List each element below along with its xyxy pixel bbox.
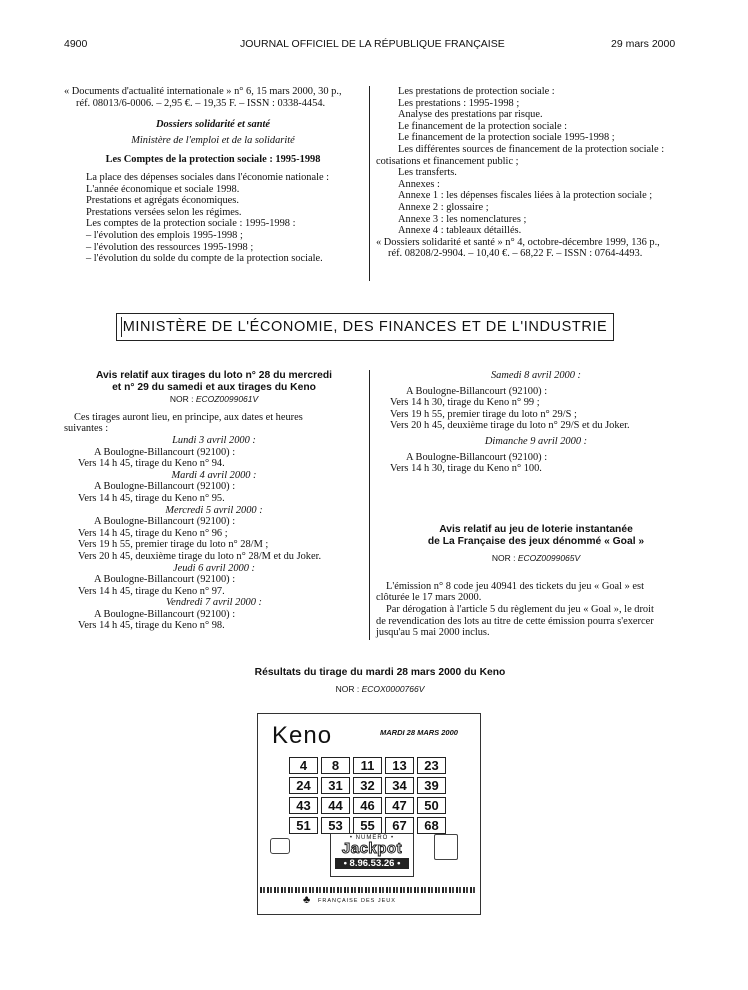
keno-number-cell: 46 bbox=[353, 797, 382, 814]
day-place: A Boulogne-Billancourt (92100) : bbox=[406, 451, 548, 463]
keno-number-cell: 4 bbox=[289, 757, 318, 774]
text-line: – l'évolution du solde du compte de la protection sociale. bbox=[86, 253, 323, 265]
draw-line: Vers 20 h 45, deuxième tirage du loto n° 29/S et du Joker. bbox=[390, 420, 630, 432]
day-date: Mercredi 5 avril 2000 : bbox=[165, 504, 263, 516]
text-line: Annexe 3 : les nomenclatures ; bbox=[398, 213, 527, 225]
keno-number-cell: 34 bbox=[385, 777, 414, 794]
nor-reference bbox=[64, 684, 696, 694]
text-line: Les transferts. bbox=[398, 167, 457, 179]
loto-notice bbox=[64, 370, 364, 632]
day-place: A Boulogne-Billancourt (92100) : bbox=[94, 481, 236, 493]
loto-notice-continued bbox=[376, 370, 696, 475]
day-place: A Boulogne-Billancourt (92100) : bbox=[406, 385, 548, 397]
keno-results-title: Résultats du tirage du mardi 28 mars 2000 du Keno bbox=[254, 667, 506, 678]
top-left-column bbox=[64, 86, 362, 265]
jackpot-word: Jackpot bbox=[341, 840, 403, 857]
keno-results-box bbox=[257, 713, 481, 915]
draw-line: Vers 14 h 45, tirage du Keno n° 98. bbox=[78, 620, 225, 632]
jackpot-panel bbox=[330, 833, 414, 877]
ministry-title: MINISTÈRE DE L'ÉCONOMIE, DES FINANCES ET DE L'INDUSTRIE bbox=[122, 319, 608, 335]
day-place: A Boulogne-Billancourt (92100) : bbox=[94, 516, 236, 528]
keno-number-grid bbox=[289, 757, 446, 834]
text-line: Les prestations : 1995-1998 ; bbox=[398, 97, 520, 109]
nor-code: ECOZ0099061V bbox=[195, 394, 259, 405]
day-date: Vendredi 7 avril 2000 : bbox=[165, 597, 262, 609]
reference-line: « Dossiers solidarité et santé » n° 4, octobre-décembre 1999, 136 p., bbox=[376, 236, 660, 248]
draw-line: Vers 14 h 45, tirage du Keno n° 95. bbox=[78, 492, 225, 504]
jackpot-amount: • 8.96.53.26 • bbox=[335, 858, 409, 869]
page-number: 4900 bbox=[64, 38, 88, 50]
ministry-banner bbox=[116, 313, 614, 341]
keno-number-cell: 53 bbox=[321, 817, 350, 834]
comptes-title: Les Comptes de la protection sociale : 1995-1998 bbox=[105, 154, 321, 166]
day-date: Jeudi 6 avril 2000 : bbox=[173, 562, 255, 574]
jackpot-label: • NUMERO • bbox=[349, 835, 395, 841]
draw-line: Vers 19 h 55, premier tirage du loto n° 29/S ; bbox=[390, 408, 577, 420]
day-date: Samedi 8 avril 2000 : bbox=[490, 370, 582, 381]
clover-icon: ♣ bbox=[303, 894, 311, 906]
keno-number-cell: 31 bbox=[321, 777, 350, 794]
intro-line: Ces tirages auront lieu, en principe, aux dates et heures bbox=[74, 411, 303, 423]
nor-code: ECOZ0099065V bbox=[517, 553, 581, 564]
keno-number-cell: 11 bbox=[353, 757, 382, 774]
keno-number-cell: 24 bbox=[289, 777, 318, 794]
text-line: Les comptes de la protection sociale : 1995-1998 : bbox=[86, 218, 296, 230]
reference-line: « Documents d'actualité internationale » n° 6, 15 mars 2000, 30 p., bbox=[64, 86, 342, 97]
reference-line: réf. 08013/6-0006. – 2,95 €. – 19,35 F. – ISSN : 0338-4454. bbox=[76, 97, 326, 109]
keno-number-cell: 47 bbox=[385, 797, 414, 814]
text-line: Annexes : bbox=[398, 178, 440, 190]
top-right-column bbox=[376, 86, 696, 260]
draw-line: Vers 14 h 30, tirage du Keno n° 100. bbox=[390, 463, 542, 475]
dossiers-title: Dossiers solidarité et santé bbox=[155, 119, 270, 131]
keno-number-cell: 68 bbox=[417, 817, 446, 834]
text-line: – l'évolution des ressources 1995-1998 ; bbox=[86, 241, 254, 253]
text-line: cotisations et financement public ; bbox=[376, 155, 519, 167]
day-place: A Boulogne-Billancourt (92100) : bbox=[94, 446, 236, 458]
column-divider bbox=[369, 86, 370, 281]
paragraph-line: L'émission n° 8 code jeu 40941 des tickets du jeu « Goal » est bbox=[386, 580, 644, 592]
text-line: Annexe 4 : tableaux détaillés. bbox=[398, 225, 522, 237]
keno-number-cell: 13 bbox=[385, 757, 414, 774]
nor-code: ECOX0000766V bbox=[361, 684, 425, 694]
notice-title: de La Française des jeux dénommé « Goal » bbox=[427, 535, 645, 547]
column-divider bbox=[369, 370, 370, 640]
text-line: Le financement de la protection sociale 1995-1998 ; bbox=[398, 132, 615, 144]
draw-line: Vers 19 h 55, premier tirage du loto n° 28/M ; bbox=[78, 539, 269, 551]
draw-line: Vers 20 h 45, deuxième tirage du loto n° 28/M et du Joker. bbox=[78, 550, 322, 562]
paragraph-line: de revendication des lots au titre de cette émission pourra s'exercer bbox=[376, 615, 654, 627]
text-line: Prestations et agrégats économiques. bbox=[86, 195, 239, 207]
day-place: A Boulogne-Billancourt (92100) : bbox=[94, 574, 236, 586]
nor-label: NOR : bbox=[335, 684, 360, 694]
paragraph-line: clôturée le 17 mars 2000. bbox=[376, 592, 482, 604]
ministere-line: Ministère de l'emploi et de la solidarité bbox=[131, 134, 295, 146]
day-date: Mardi 4 avril 2000 : bbox=[171, 469, 257, 481]
text-line: Les prestations de protection sociale : bbox=[398, 86, 555, 97]
draw-line: Vers 14 h 45, tirage du Keno n° 97. bbox=[78, 585, 225, 597]
keno-number-cell: 55 bbox=[353, 817, 382, 834]
notice-title: Avis relatif au jeu de loterie instantanée bbox=[439, 524, 633, 535]
text-line: L'année économique et sociale 1998. bbox=[86, 183, 240, 195]
draw-line: Vers 14 h 45, tirage du Keno n° 94. bbox=[78, 458, 225, 470]
text-line: Annexe 2 : glossaire ; bbox=[398, 201, 489, 213]
day-place: A Boulogne-Billancourt (92100) : bbox=[94, 608, 236, 620]
keno-logo: Keno bbox=[272, 722, 333, 749]
paragraph-line: jusqu'au 5 mai 2000 inclus. bbox=[376, 627, 490, 639]
text-line: La place des dépenses sociales dans l'économie nationale : bbox=[86, 171, 330, 183]
footer-band bbox=[260, 887, 476, 893]
journal-title: JOURNAL OFFICIEL DE LA RÉPUBLIQUE FRANÇAISE bbox=[240, 38, 505, 50]
keno-number-cell: 44 bbox=[321, 797, 350, 814]
keno-number-cell: 32 bbox=[353, 777, 382, 794]
day-date: Dimanche 9 avril 2000 : bbox=[484, 435, 588, 447]
nor-reference bbox=[376, 553, 696, 565]
text-line: Analyse des prestations par risque. bbox=[398, 109, 543, 121]
header-date: 29 mars 2000 bbox=[611, 38, 676, 50]
intro-line: suivantes : bbox=[64, 423, 109, 435]
minitel-icon bbox=[434, 834, 458, 860]
keno-number-cell: 51 bbox=[289, 817, 318, 834]
text-line: – l'évolution des emplois 1995-1998 ; bbox=[86, 229, 243, 241]
draw-line: Vers 14 h 30, tirage du Keno n° 99 ; bbox=[390, 397, 540, 409]
banner-rule bbox=[121, 317, 122, 337]
text-line: Les différentes sources de financement de la protection sociale : bbox=[398, 143, 665, 155]
keno-number-cell: 39 bbox=[417, 777, 446, 794]
nor-reference bbox=[64, 394, 364, 406]
footer-brand: FRANÇAISE DES JEUX bbox=[318, 898, 396, 904]
keno-number-cell: 8 bbox=[321, 757, 350, 774]
text-line: Le financement de la protection sociale : bbox=[398, 120, 568, 132]
phone-icon bbox=[270, 838, 290, 854]
notice-title: Avis relatif aux tirages du loto n° 28 du mercredi bbox=[95, 370, 333, 381]
reference-line: réf. 08208/2-9904. – 10,40 €. – 68,22 F. – ISSN : 0764-4493. bbox=[388, 248, 643, 260]
text-line: Prestations versées selon les régimes. bbox=[86, 206, 242, 218]
nor-label: NOR : bbox=[169, 394, 194, 405]
keno-number-cell: 67 bbox=[385, 817, 414, 834]
text-line: Annexe 1 : les dépenses fiscales liées à la protection sociale ; bbox=[398, 190, 653, 202]
keno-number-cell: 43 bbox=[289, 797, 318, 814]
paragraph-line: Par dérogation à l'article 5 du règlement du jeu « Goal », le droit bbox=[386, 603, 654, 615]
notice-title: et n° 29 du samedi et aux tirages du Keno bbox=[112, 381, 316, 393]
nor-label: NOR : bbox=[491, 553, 516, 564]
keno-number-cell: 23 bbox=[417, 757, 446, 774]
day-date: Lundi 3 avril 2000 : bbox=[172, 434, 256, 446]
goal-notice bbox=[376, 524, 696, 639]
draw-line: Vers 14 h 45, tirage du Keno n° 96 ; bbox=[78, 527, 228, 539]
keno-number-cell: 50 bbox=[417, 797, 446, 814]
keno-draw-date: MARDI 28 MARS 2000 bbox=[380, 728, 458, 737]
